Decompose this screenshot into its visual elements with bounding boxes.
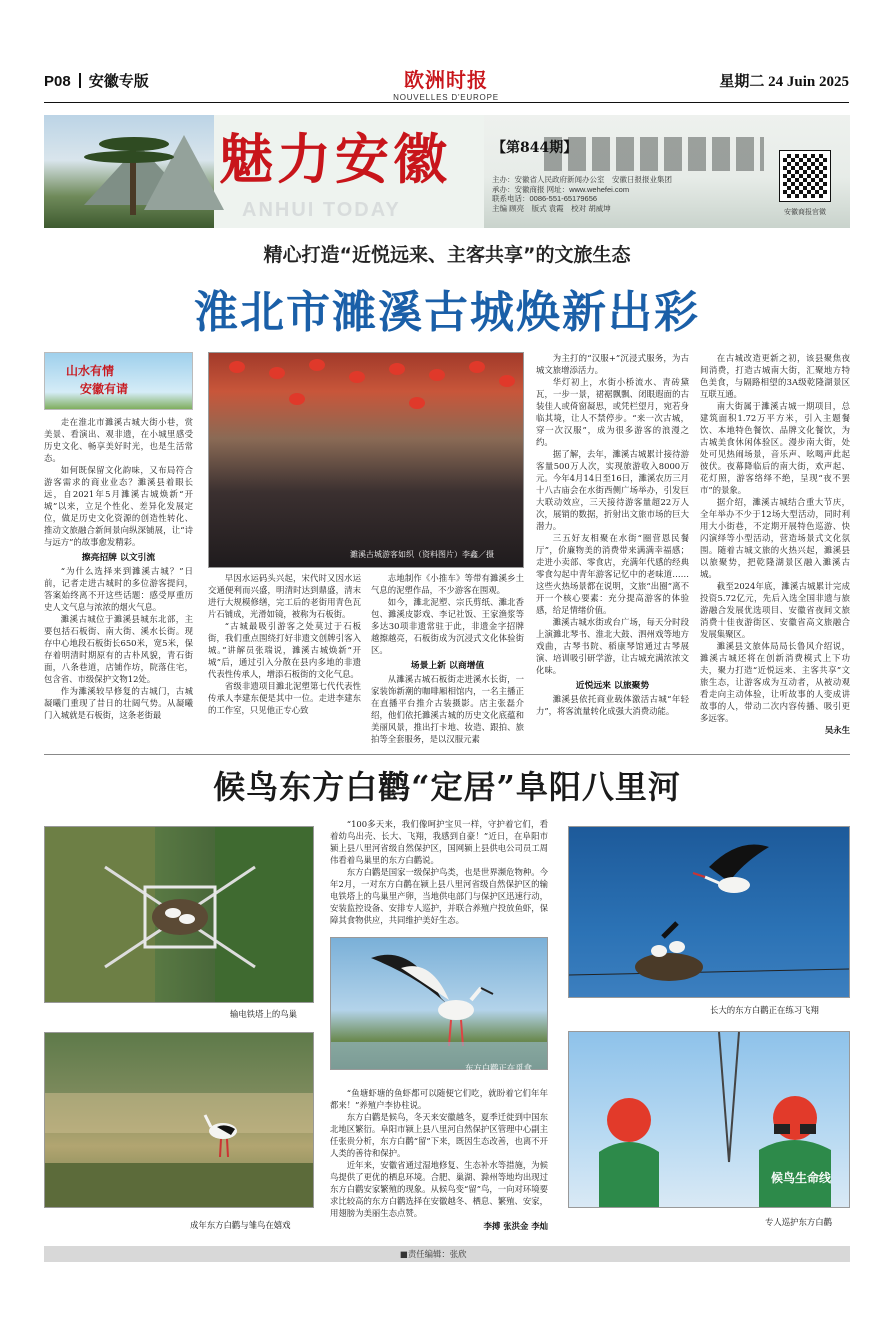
banner-title-en: ANHUI TODAY <box>242 199 401 221</box>
article2-headline: 候鸟东方白鹳“定居”阜阳八里河 <box>213 768 681 806</box>
newspaper-logo: 欧洲时报 <box>404 68 488 92</box>
paragraph: “古城最吸引游客之处莫过于石板街，我们重点围绕打好非遗文创牌引客入城。”讲解员张瑞说，濉溪古城焕新“开城”后，通过引入分散在县内多地的非遗代表性传承人，增添石板街的文化气息。 <box>208 621 361 679</box>
credit-line: 承办：安徽商报 网址：www.wehefei.com <box>492 184 630 194</box>
caption-tower: 输电铁塔上的鸟巢 <box>230 1009 297 1019</box>
workers-patrol-photo <box>568 1031 850 1208</box>
issue-number: 【第844期】 <box>492 140 578 156</box>
newspaper-subtitle: NOUVELLES D'EUROPE <box>393 93 499 102</box>
paragraph: 早因水运码头兴起，宋代时又因水运交通便利而兴盛，明清时达到鼎盛，清末进行大规模修缮，完工后的老街用青色瓦片石铺成，光滑如镜，被称为石板街。 <box>208 573 361 619</box>
banner-credits <box>492 175 672 213</box>
qr-code[interactable] <box>780 151 830 201</box>
paragraph: 濉溪县文旅体局局长鲁风介绍说，濉溪古城还将在创新消费模式上下功夫，聚力打造“近悦远来、主客共享”文旅生态，让游客成为互动者，从被动观看走向主动体验，让听故事的人变成讲故事的人，带动二次内容传播、吸引更多远客。 <box>700 641 850 723</box>
stork-marsh-photo <box>44 1032 314 1208</box>
paragraph: 南大街属于濉溪古城一期项目，总建筑面积1.72万平方米，引入主题餐饮、本地特色餐饮、品牌文化餐饮，为古城美食休闲体验区。漫步南大街，处处可见热闹场景，音乐声、吆喝声此起彼伏。夜幕降临后的南大街，欢声起、花灯照，游客络绎不绝，呈现“夜不罢市”的景象。 <box>700 401 850 495</box>
header-divider <box>79 73 81 88</box>
article1-headline: 淮北市濉溪古城焕新出彩 <box>194 287 700 338</box>
header-rule <box>44 102 849 103</box>
caption-flying: 长大的东方白鹳正在练习飞翔 <box>710 1005 819 1015</box>
slogan-line-2: 安徽有请 <box>80 382 129 396</box>
pine-canopy <box>99 137 169 151</box>
paragraph: 据介绍，濉溪古城结合重大节庆，全年举办不少于12场大型活动，同时利用大小街巷，不定期开展特色巡游、快闪演绎等小型活动，营造场景式文化氛围。随着古城文旅的火热兴起，濉溪县以旅聚势，把乾隆湖景区融入濉溪古城。 <box>700 497 850 579</box>
paragraph: 作为濉溪较早修复的古城门，古城凝曦门重现了昔日的壮阔气势。从凝曦门入城就是石板街，这条老街最 <box>44 686 193 720</box>
paragraph: 为主打的“汉服+”沉浸式服务，为古城文旅增添活力。 <box>536 353 689 375</box>
banner-landscape-photo <box>44 115 214 228</box>
stork-foraging-photo <box>330 937 548 1070</box>
article1-column-1 <box>44 416 193 750</box>
paragraph: “为什么选择来到濉溪古城？”日前，记者走进古城时的多位游客提问，答案始终离不开这些话题：感受厚重历史人文气息与浓浓的烟火气息。 <box>44 566 193 612</box>
section-name: 安徽专版 <box>88 73 149 90</box>
article1-kicker: 精心打造“近悦远来、主客共享”的文旅生态 <box>263 244 631 266</box>
paragraph: “鱼塘虾塘的鱼虾都可以随便它们吃，就盼着它们年年都来！”养殖户李协柱说。 <box>330 1088 548 1110</box>
banner-title: 魅力安徽 <box>219 127 451 191</box>
lantern-icon <box>269 367 285 379</box>
lantern-icon <box>349 371 365 383</box>
caption-standing: 东方白鹳正在觅食 <box>465 1063 532 1073</box>
workers-graphic <box>569 1032 850 1208</box>
paragraph: 近年来，安徽省通过湿地修复、生态补水等措施，为候鸟提供了更优的栖息环境。合肥、巢湖、滁州等地均出现过东方白鹳安家繁殖的现象。从候鸟变“留”鸟，一向对环境要求比较高的东方白鹳选择在安徽越冬、栖息、繁殖、安家，用翅膀为美丽生态点赞。 <box>330 1160 548 1217</box>
flying-stork-graphic <box>569 827 850 998</box>
subheading: 近悦远来 以旅聚势 <box>575 681 650 691</box>
lantern-icon <box>289 393 305 405</box>
article1-column-5 <box>700 352 850 750</box>
paragraph: 走在淮北市濉溪古城大街小巷，赏美景、看演出、观非遗，在小城里感受历史文化、畅享美好时光，也是生活常态。 <box>44 417 193 463</box>
tower-nest-photo <box>44 826 314 1003</box>
paragraph: 如今，濉北泥塑、宗氏剪纸、濉北香包、濉溪皮影戏、李记社饭、王家渔浆等多达30项非遗常驻于此，非遗金字招牌越擦越亮，石板街成为沉浸式文化体验街区。 <box>371 597 524 655</box>
stork-graphic <box>331 938 548 1070</box>
credit-line: 联系电话：0086-551-65179656 <box>492 194 598 203</box>
vest-text: 候鸟生命线 <box>771 1171 832 1185</box>
lantern-icon <box>409 397 425 409</box>
caption-workers: 专人巡护东方白鹳 <box>765 1217 832 1227</box>
crowd-photo-caption: 濉溪古城游客如织（资料图片）李鑫／摄 <box>350 550 494 559</box>
tower-graphic <box>45 827 314 1003</box>
paragraph: 省级非遗项目濉北泥塑第七代代表性传承人李建东便是其中一位。走进李建东的工作室，只见他正专心致 <box>208 681 361 715</box>
ancient-town-crowd-photo <box>208 352 524 568</box>
article1-column-2 <box>208 572 361 750</box>
paragraph: 东方白鹳是国家一级保护鸟类，也是世界濒危物种。今年2月，一对东方白鹳在颍上县八里河省级自然保护区的输电铁塔上的鸟巢里产卵，当地供电部门与保护区迅速行动，安装监控设备、安排专人巡护，并联合养殖户投放鱼虾，保障其食物供应，共同维护美好生态。 <box>330 867 548 925</box>
lantern-icon <box>309 359 325 371</box>
marsh-graphic <box>45 1033 314 1208</box>
masthead <box>366 64 526 102</box>
paragraph: 如何既保留文化韵味，又布局符合游客需求的商业业态？濉溪县着眼长远，自2021年5月濉溪古城焕新“开城”以来，立足个性化、差异化发展定位，做足历史文化资源的创造性转化、推动文旅融合新间景向纵深铺展，让“诗与远方”的故事愈发精彩。 <box>44 465 193 547</box>
section-divider <box>44 754 850 755</box>
slogan-line-1: 山水有情 <box>66 364 115 378</box>
paragraph: 截至2024年底，濉溪古城累计完成投资5.72亿元，先后入选全国非遗与旅游融合发展优选项目、安徽省夜间文旅消费十佳夜游街区、安徽省高文旅融合发展集聚区。 <box>700 581 850 639</box>
credit-line: 主编 顾亮 版式 袁霞 校对 胡威坤 <box>492 203 611 213</box>
article2-byline: 李搏 张洪金 李灿 <box>483 1221 548 1231</box>
paragraph: 濉溪古城水街或台广场，每天分时段上演濉北琴书、淮北大鼓、泗州戏等地方戏曲，古琴书院、稻康琴馆通过古琴展演、培训吸引研学游，让古城充满浓浓文化味。 <box>536 617 689 675</box>
article2-column-a <box>330 818 548 930</box>
paragraph: 志地制作《小推车》等带有濉溪乡土气息的泥塑作品，不少游客在围观。 <box>371 573 524 595</box>
article1-column-4 <box>536 352 689 750</box>
page-section-label <box>44 70 149 91</box>
qr-label: 安徽商报官微 <box>784 209 826 216</box>
article2-column-b <box>330 1087 548 1217</box>
subheading: 擦亮招牌 以文引流 <box>81 553 156 563</box>
caption-marsh: 成年东方白鹳与雏鸟在嬉戏 <box>190 1220 291 1230</box>
lantern-icon <box>499 375 515 387</box>
paragraph: 三五好友相聚在水街“圈营恩民餐厅”，价廉物美的消费带来满满幸福感；走进小卖部、零食店，充满年代感的经典零食勾起中青年游客记忆中的老味道……这些火热场景都在说明，文旅“出圈”离不开一个核心要素：充分提高游客的体验感，给足情绪价值。 <box>536 533 689 615</box>
paragraph: 濉溪县依托商业载体激活古城“年轻力”，将客流量转化成强大消费动能。 <box>536 694 689 716</box>
issue-date: 星期二 24 Juin 2025 <box>719 74 849 90</box>
credit-line: 主办：安徽省人民政府新闻办公室 安徽日报报业集团 <box>492 175 672 184</box>
paragraph: 华灯初上，水街小桥流水、青砖黛瓦，一步一景，裙裾飘飘、闭眼遐面的古装佳人或倚窗凝思，或凭栏望月，宛若身临其境，让人不禁停步。“来一次古城，穿一次汉服”，成为很多游客的浪漫之约。 <box>536 377 689 447</box>
paragraph: 从濉溪古城石板街走进溪水长街，一家装饰新潮的咖啡厢相馆内，一名主播正在直播平台推介古装摄影。店主张磊介绍，他们依托濉溪古城的历史文化底蕴和美丽风景，推出打卡地、妆造、跟拍、旅拍等全套服务，是以汉服元素 <box>371 674 524 744</box>
paragraph: 在古城改造更新之初，该县聚焦夜间消费，打造古城南大街，汇聚地方特色美食，与隔路相望的3A级乾隆湖景区互联互通。 <box>700 353 850 399</box>
page-number: P08 <box>44 73 71 90</box>
paragraph: 东方白鹳是候鸟，冬天来安徽越冬，夏季迁徙到中国东北地区繁衍。阜阳市颍上县八里河自然保护区管理中心副主任张贵分析，东方白鹳“留”下来，既因生态改善，也离不开人类的善待和保护。 <box>330 1112 548 1158</box>
paragraph: “100多天来，我们像呵护宝贝一样，守护着它们，看着幼鸟出壳、长大、飞翔，我感到自豪！”近日，在阜阳市颍上县八里河省级自然保护区，国网颍上县供电公司员工周伟看着鸟巢里的东方白鹳说。 <box>330 819 548 865</box>
paragraph: 濉溪古城位于濉溪县城东北部，主要包括石板街、南大街、溪水长街。现存中心地段石板街长650米，宽5米，保存着明清时期原有的古朴风貌，青石街面，八条巷道，店铺作坊，院落住宅，包含省、市级保护文物12处。 <box>44 614 193 684</box>
lantern-icon <box>229 361 245 373</box>
article1-column-3 <box>371 572 524 750</box>
pine-canopy <box>84 151 174 163</box>
column-banner <box>44 115 850 228</box>
lantern-icon <box>389 363 405 375</box>
paragraph: 据了解，去年，濉溪古城累计接待游客量500万人次，实现旅游收入8000万元。今年4月14日至16日，濉溪农历三月十八古庙会在水街西侧广场举办，引发巨大联动效应，三天接待游客量超22万人次，展销的数据，折射出文旅市场的巨大潜力。 <box>536 449 689 531</box>
lantern-icon <box>429 369 445 381</box>
subheading: 场景上新 以商增值 <box>410 661 485 671</box>
stork-flying-photo <box>568 826 850 998</box>
footer-editor: ■责任编辑：张欣 <box>400 1249 467 1259</box>
lantern-icon <box>469 361 485 373</box>
article1-byline: 吴永生 <box>824 725 850 735</box>
